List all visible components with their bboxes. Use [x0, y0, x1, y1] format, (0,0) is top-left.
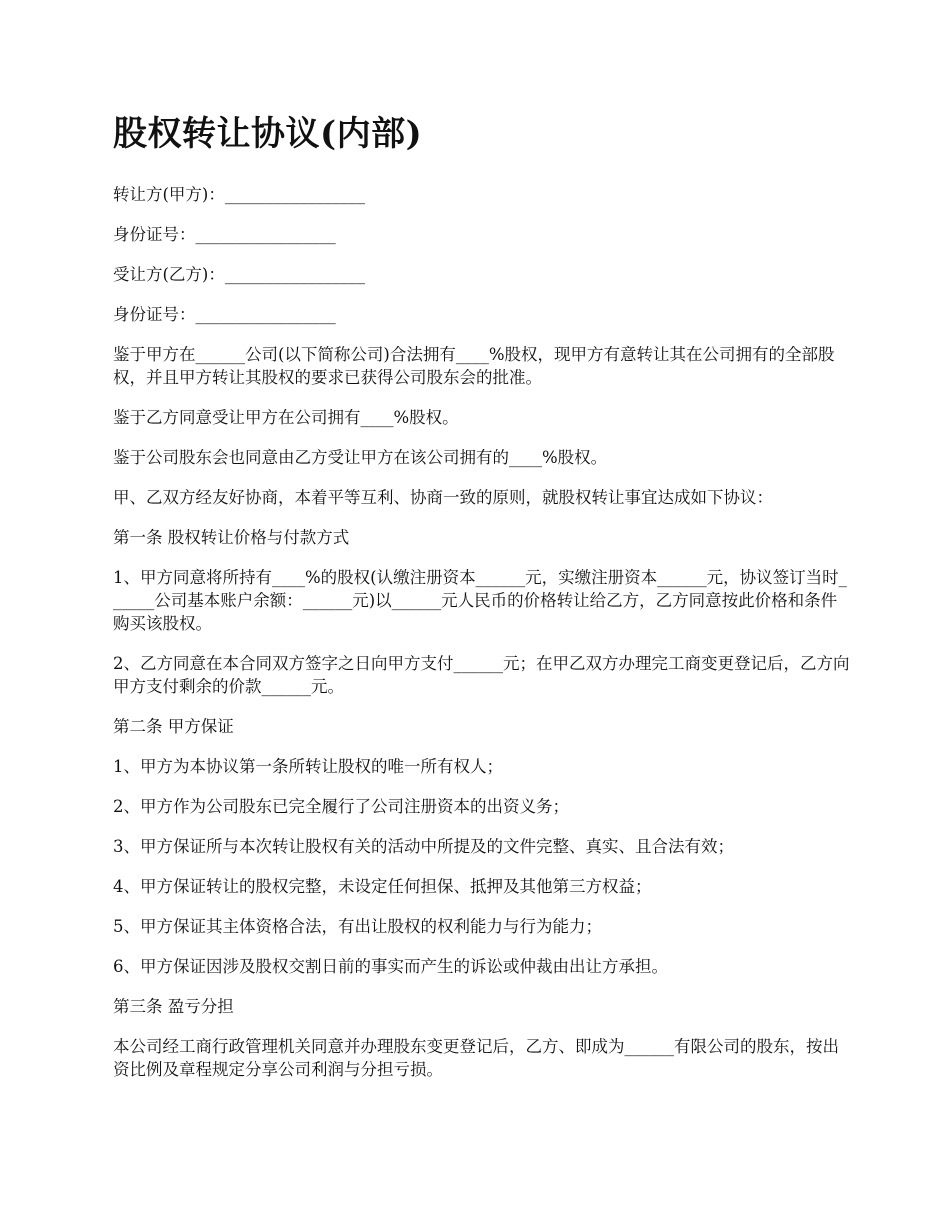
article-1-clause-1: 1、甲方同意将所持有____%的股权(认缴注册资本______元，实缴注册资本______元，协议签订当时______公司基本账户余额：______元)以______元人民币的价格转让给乙方，乙方同意按此价格和条件购买该股权。 — [113, 568, 847, 633]
article-2-clause-5: 5、甲方保证其主体资格合法，有出让股权的权利能力与行为能力； — [113, 917, 602, 936]
article-1-heading: 第一条 股权转让价格与付款方式 — [113, 528, 350, 547]
article-2-clause-1: 1、甲方为本协议第一条所转让股权的唯一所有权人； — [113, 757, 503, 776]
article-3-heading: 第三条 盈亏分担 — [113, 997, 234, 1016]
article-2-heading: 第二条 甲方保证 — [113, 717, 234, 736]
article-1-clause-2: 2、乙方同意在本合同双方签字之日向甲方支付______元；在甲乙双方办理完工商变更登记后，乙方向甲方支付剩余的价款______元。 — [113, 654, 850, 696]
transferee-line: 受让方(乙方)：_________________ — [113, 265, 366, 284]
article-3-body: 本公司经工商行政管理机关同意并办理股东变更登记后，乙方、即成为______有限公司的股东，按出资比例及章程规定分享公司利润与分担亏损。 — [113, 1037, 839, 1079]
document-title: 股权转让协议(内部) — [113, 114, 423, 154]
article-2-clause-6: 6、甲方保证因涉及股权交割日前的事实而产生的诉讼或仲裁由出让方承担。 — [113, 957, 668, 976]
recital-paragraph-1: 鉴于甲方在______公司(以下简称公司)合法拥有____%股权，现甲方有意转让其在公司拥有的全部股权，并且甲方转让其股权的要求已获得公司股东会的批准。 — [113, 345, 835, 387]
article-2-clause-4: 4、甲方保证转让的股权完整，未设定任何担保、抵押及其他第三方权益； — [113, 877, 652, 896]
article-2-clause-2: 2、甲方作为公司股东已完全履行了公司注册资本的出资义务； — [113, 797, 569, 816]
recital-paragraph-2: 鉴于乙方同意受让甲方在公司拥有____%股权。 — [113, 408, 459, 427]
article-2-clause-3: 3、甲方保证所与本次转让股权有关的活动中所提及的文件完整、真实、且合法有效； — [113, 837, 734, 856]
transferee-id-line: 身份证号：_________________ — [113, 305, 336, 324]
agreement-intro: 甲、乙双方经友好协商，本着平等互利、协商一致的原则，就股权转让事宜达成如下协议： — [113, 488, 773, 507]
transferor-line: 转让方(甲方)：_________________ — [113, 185, 366, 204]
recital-paragraph-3: 鉴于公司股东会也同意由乙方受让甲方在该公司拥有的____%股权。 — [113, 448, 608, 467]
transferor-id-line: 身份证号：_________________ — [113, 225, 336, 244]
